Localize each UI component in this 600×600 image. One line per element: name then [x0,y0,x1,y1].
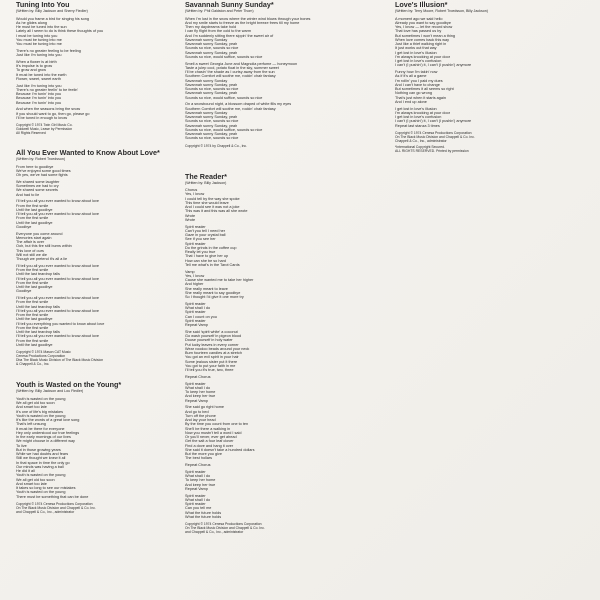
lyric-line: I'll tell you all you ever wanted to know about love [16,199,100,204]
song-title: Tuning Into You [16,0,70,9]
lyric-line: I'll tell you everything you wanted to know about love [16,321,105,326]
song-block [16,148,164,366]
lyric-line: I'll be tuned in enough to know [16,115,68,120]
lyric-line: Savannah sunny Sunday [185,37,228,42]
lyric-line: I'll tell you all you ever wanted to know about love [16,276,100,281]
lyric-line: From the first smile [16,268,49,273]
lyric-line: This love of ours [16,248,44,253]
lyric-line: But the more you give [185,452,222,457]
lyric-line: Oh yes, we've had some fights [16,173,68,178]
lyric-line: Just like I'm tuning into you [16,53,62,58]
lyric-line: I can't (I pushin') it, I can't (I pushin') anymore [395,119,472,124]
lyric-line: What shall I do [185,385,211,390]
lyric-line: We all get old too soon [16,477,55,482]
song-title: The Reader* [185,171,227,181]
copyright-line: On The Black Music Division and Chappell & Co. Inc. [395,134,475,139]
lyric-line: Youth is wasted on the young [16,473,66,478]
lyric-line: Savannah sunny Sunday, yeah [185,82,238,87]
lyric-line: Sounds so nice, would suffice, sounds so nice [185,127,263,132]
lyric-line: That's left unsung [16,422,46,427]
lyric-line: Ooh, but this fire still burns within [16,244,72,249]
lyric-line: Spirit reader [185,469,206,474]
lyric-line: Because I'm tunin' into you [16,96,62,101]
lyric-line: A moment ago we said hello [395,16,443,21]
column-1 [16,0,164,590]
lyric-line: And I can't have to change [395,82,440,87]
lyric-line: As he glides along [16,20,48,25]
lyric-line: And I'm suddenly sitting there sippin' the sweet air of [185,33,274,38]
copyright-line: and Chappell & Co., Inc., administrator [185,530,244,535]
lyric-line: This was it and this was all she wrote [185,209,248,214]
lyric-line: He must be tuned into the sun [16,25,67,30]
lyric-line: Goodbye [16,224,32,229]
lyric-line: Spirit reader [185,502,206,507]
lyric-line: There's no greater feeling to be feeling [16,48,81,53]
lyric-line: I get lost in love's confusion [395,115,442,120]
lyric-line: We've enjoyed some good times [16,168,71,173]
lyric-line: We all get old too soon [16,401,55,406]
lyric-line: Youth is wasted on the young [16,490,66,495]
lyric-line: From the first smile [16,280,49,285]
lyric-line: Sounds so nice, sounds so nice [185,136,239,141]
song-title: All You Ever Wanted to Know About Love* [16,148,160,158]
copyright-line: Copyright © 1974 Twin Girl Music Co. [16,123,73,128]
song-block [16,380,164,514]
lyric-line: Douse yourself in holy water [185,338,233,343]
lyric-line: What shall I do [185,497,211,502]
lyric-line: Spirit reader [185,301,206,306]
lyric-line: Until the last teardrop falls [16,272,60,277]
lyric-line: Tell me what's in the Tarot Cards [185,262,240,267]
lyric-line: Savannah sunny Sunday [185,78,228,83]
lyric-line: Wrote [185,213,196,218]
lyric-line: She really meant to leave [185,286,228,291]
copyright-line: Copyright © 1974 Cenesa Productions Corporation [185,522,262,527]
lyric-line: I get lost in love's illusion [395,50,437,55]
lyric-line: Southern Comfort will soothe me, rockin' chair fantasy [185,106,276,111]
lyric-line: And had to lie [16,192,40,197]
copyright-notice [185,144,335,148]
lyric-line: He did it all [16,469,35,474]
lyric-line: I'll tell you all you ever wanted to know about love [16,296,100,301]
lyric-line: I'm rollin' you I paid my dues [395,78,443,83]
lyric-line: As if it's all a game [395,74,427,79]
lyric-line: She'll be there a walking in [185,426,231,431]
copyright-line: Dba The Black Music Division of The Black Music Division [16,358,104,363]
lyric-line: Funny how I'm takin' now [395,70,438,75]
lyric-line: Already you want to say goodbye [395,20,451,25]
lyric-line: Until the last goodbye [16,207,53,212]
lyric-line: Find a dove and hang it over [185,443,234,448]
lyric-line: When love comes back this way [395,37,450,42]
copyright-line: Copyright © 1974 Cenesa Productions Corporation [16,501,93,506]
copyright-line: ALL RIGHTS RESERVED. Printed by permission [395,149,469,154]
lyric-line: To keep her home [185,478,216,483]
lyric-line: She really meant to say goodbye [185,290,241,295]
lyric-line: If you should want to go, then go, please go [16,111,90,116]
lyric-line: There's no greater feelin' to be feelin' [16,87,79,92]
lyric-line: But sometimes it all seems so right [395,87,454,92]
lyric-line: Cause she wanted me to take her higher [185,278,254,283]
lyric-line: I'll tell you all you ever wanted to know about love [16,308,100,313]
lyric-line: Sometimes we had to cry [16,184,59,189]
lyric-line: On a snowbound night, a blossom draped of white fills my eyes [185,102,292,107]
copyright-notice [16,123,164,135]
lyric-line: Yes, I know — let the record show [395,25,453,30]
lyric-line: When I'm lost in the snow where the winter wind blows through your bones [185,16,311,21]
lyric-line: Hey only understood our true feelings [16,430,80,435]
lyric-line: What shall I do [185,306,211,311]
lyric-line: So I thought I'd give it one more try [185,295,244,300]
song-writer-credit: (Written by: Billy Jackson and Lou Fiedler) [16,389,84,394]
lyric-line: How can she be so hard [185,258,226,263]
lyric-line: Until the last teardrop falls [16,330,60,335]
lyric-line: And when the seasons bring the snow [16,107,81,112]
lyric-line: Flower, sweet, sweet earth [16,76,61,81]
lyric-line: I'll tell you all you ever wanted to know about love [16,212,100,217]
lyric-line: Burn fourteen candles at a stretch [185,351,242,356]
lyric-line: To grow and grow [16,68,46,73]
lyric-line: Just like a thief walking right in [395,42,447,47]
copyright-line: Chappell & Co., Inc., administrator [395,138,447,143]
lyric-line: Savannah sunny Sunday [185,110,228,115]
lyric-line: Taste a julep cool, potato float in the sky, summer sweet [185,65,279,70]
song-writer-credit: (Written by: Billy Jackson and Sherry Fiedler) [16,9,88,13]
copyright-notice [185,522,335,534]
lyric-line: Smell a sweet Georgia June and Magnolia perfume — honeymoon [185,61,298,66]
lyric-line: Repeat last stanza 3 times [395,123,440,128]
lyric-line: There must be something that can be done [16,494,89,499]
lyric-line: That's just when it starts again [395,95,446,100]
copyright-line: Copyright © 1974 Cenesa Productions Corporation [395,130,472,135]
lyric-line: And I could see it was not a joke [185,205,240,210]
copyright-notice [16,350,164,366]
song-writer-credit: (Written by: Billy Jackson) [185,180,227,185]
lyric-line: Spirit reader [185,224,206,229]
column-3 [395,0,545,590]
song-block [395,0,545,153]
lyric-line: What shall I do [185,474,211,479]
lyric-line: Savannah sunny Sunday, yeah [185,123,238,128]
lyric-line: Savannah sunny Sunday, yeah [185,115,238,120]
lyric-line: And smart too late [16,405,47,410]
lyric-line: Goodbye [16,289,32,294]
lyric-line: Spirit reader [185,241,206,246]
lyric-line: It's like the words of a great love song [16,418,80,423]
lyric-line: From the first smile [16,338,49,343]
lyric-line: This time she would leave [185,200,229,205]
lyric-line: You got an evil spirit in your hair [185,355,239,360]
copyright-line: On The Black Music Division and Chappell & Co. Inc. [185,526,265,531]
lyric-line: Lately all I seem to do is think these thoughts of you [16,29,104,34]
lyric-line: Until the last goodbye [16,220,53,225]
lyric-line: What the future holds [185,514,222,519]
lyric-line: Go wash yourself in pigeon blood [185,334,242,339]
copyright-line: Goldwell Music, Lease by Permission [16,127,73,132]
song-writer-credit: (Written by: Phil Galdston and Peter Thom) [185,9,254,13]
lyric-line: Will not still we die [16,252,48,257]
lyric-line: I'm always knocking at your door [395,54,450,59]
lyric-line: I'm always knocking at your door [395,110,450,115]
song-block [16,0,164,135]
lyric-line: Until the last goodbye [16,285,53,290]
lyric-line: It's impulse is to grow [16,64,53,69]
lyric-line: I'll tell you it's true, two, three [185,368,234,373]
lyric-line: We might choose in a different way [16,439,75,444]
lyric-line: Chorus [185,188,198,193]
lyric-line: Turn off the phone [185,413,216,418]
lyric-line: Sounds so nice, would suffice, sounds so nice [185,54,263,59]
lyric-line: From the first smile [16,325,49,330]
lyric-line: That I have to give her up [185,254,229,259]
lyric-line: I'll tell you all you ever wanted to know about love [16,263,100,268]
lyric-line: Can't you tell I need her [185,228,225,233]
lyric-line: Would you frame a bird for singing his song [16,16,89,21]
lyric-line: The affair is over [16,240,45,245]
lyric-line: While we had doubts and fears [16,452,69,457]
song-title: Love's Illusion* [395,0,448,9]
lyric-line: Yes, I know [185,273,205,278]
lyric-line: Though we pretend it's all a lie [16,257,68,262]
lyric-line: Put lucky leaves in every corner [185,342,239,347]
lyric-line: You must be tuning into me [16,42,62,47]
lyric-line: Sounds so nice, sounds so nice [185,46,239,51]
lyric-line: You must be tuning into me [16,37,62,42]
lyric-line: From here to goodbye [16,164,54,169]
copyright-line: and Chappell & Co., Inc., administrator [16,509,75,514]
lyric-line: Sounds so nice, sounds so nice [185,87,239,92]
lyric-line: Southern Comfort will soothe me, rockin' chair fantasy [185,74,276,79]
copyright-line: On The Black Music Division and Chappell & Co. Inc. [16,505,96,510]
lyric-line: And I end up alone [395,99,427,104]
lyric-line: And higher [185,282,204,287]
lyric-line: And lay your head [185,418,216,423]
lyric-line: Until the last teardrop falls [16,304,60,309]
lyric-line: Yes, I know [185,192,205,197]
lyric-line: Now you mustn't tell a word I said [185,430,242,435]
lyric-line: She said go right home [185,405,225,410]
copyright-line: Copyright © 1974 Mason CAT Music [16,350,71,355]
lyric-line: Can you tell me [185,506,212,511]
lyric-line: Some jealous sister put it there [185,359,238,364]
lyric-line: Repeat Vamp [185,486,208,491]
lyric-line: Nothing can go wrong [395,91,432,96]
lyric-line: Savannah sunny Sunday, yeah [185,42,238,47]
lyric-line: Then my daydreams take hold [185,25,237,30]
copyright-line: Cenesa Productions Corporation [16,354,66,359]
lyric-line: The best hollars [185,456,213,461]
lyric-line: Savannah sunny Sunday, yeah [185,50,238,55]
lyric-line: Youth is wasted on the young [16,396,66,401]
copyright-line: *International Copyright Secured. [395,145,445,150]
lyric-line: I'll tell you all you ever wanted to know about love [16,334,100,339]
lyric-line: Or you'll never, ever get ahead [185,435,237,440]
lyric-line: And smart too late [16,481,47,486]
copyright-line: Copyright © 1974 by Chappell & Co., Inc. [185,143,248,148]
lyric-line: From the first smile [16,203,49,208]
lyric-line: Get the salt a four leaf clover [185,439,234,444]
lyric-line: Repeat Vamp [185,323,208,328]
lyric-line: Gaze in your crystal ball [185,233,226,238]
lyric-line: And go to bed [185,409,209,414]
lyric-line: Really let you true [185,250,216,255]
lyric-line: We shared some laughter [16,179,60,184]
lyric-line: From the first smile [16,300,49,305]
lyric-line: And keep her true [185,482,216,487]
lyric-line: Until the last goodbye [16,342,53,347]
lyric-line: By the time you count from one to ten [185,422,249,427]
song-block [185,172,335,535]
song-writer-credit: (Written by: Robert Troedsson) [16,157,66,162]
lyric-line: Savannah sunny Sunday, yeah [185,91,238,96]
lyric-line: From the first smile [16,216,49,221]
lyric-line: She said it doesn't take a hundred dollars [185,447,255,452]
lyric-line: When a flower is at birth [16,59,57,64]
lyric-line: What the future holds [185,510,222,515]
lyric-line: I could tell by the way she spoke [185,196,240,201]
lyric-line: Just like I'm tuning into you [16,83,62,88]
lyric-line: I can fly flight from the cold to the warm [185,29,252,34]
lyric-line: Sounds so nice, sounds so nice [185,119,239,124]
copyright-notice [16,502,164,514]
lyric-line: Spirit reader [185,310,206,315]
column-2 [185,0,335,590]
lyric-line: Spirit reader [185,493,206,498]
lyric-line: That love has passed us by [395,29,442,34]
lyric-line: I get lost in love's confusion [395,59,442,64]
lyric-line: And my smile starts to freeze as the bright breeze frees till my home [185,20,300,25]
lyric-line: Because I'm tunin' into you [16,92,62,97]
lyric-line: From the first smile [16,313,49,318]
lyric-line: Spirit reader [185,318,206,323]
song-title: Savannah Sunny Sunday* [185,0,274,9]
lyric-line: It just works out that way [395,46,437,51]
copyright-line: & Chappell & Co., Inc. [16,362,50,367]
lyric-line: Still we thought we knew it all [16,456,66,461]
song-title: Youth is Wasted on the Young* [16,380,122,390]
lyric-line: Wear voodoo beads around your neck [185,346,250,351]
lyric-line: In that space in time the only go [16,460,70,465]
lyric-line: Wrote [185,217,196,222]
lyric-line: Can I count on you [185,314,217,319]
lyric-line: Repeat Chorus [185,374,211,379]
lyric-line: Until the last goodbye [16,317,53,322]
lyric-line: Memories start again [16,235,52,240]
lyric-line: It must be there for everyone [16,426,65,431]
lyric-line: But sometimes I won't mean a thing [395,33,456,38]
lyric-line: She said 'spirit white' a coconut [185,329,238,334]
lyric-line: Youth is wasted on the young [16,413,66,418]
lyric-line: To live [16,443,27,448]
lyric-line: I must be tuning into you [16,33,58,38]
lyric-line: Savannah sunny Sunday, yeah [185,132,238,137]
song-writer-credit: (Written by: Terry Moore, Robert Troedsson, Billy Jackson) [395,9,488,13]
lyric-line: Repeat Chorus [185,463,211,468]
lyric-line: To keep her home [185,390,216,395]
copyright-line: All Rights Reserved [16,131,46,136]
lyric-line: It takes so long to see our mistakes [16,486,76,491]
lyric-line: Sounds so nice, would suffice, sounds so nice [185,95,263,100]
lyric-line: Repeat Vamp [185,398,208,403]
song-block [185,0,335,148]
lyric-line: I'll be chasin' the shade as I curtsy away from the sun [185,70,275,75]
lyric-line: You got to put your faith in me [185,363,236,368]
lyric-line: But in those growing years [16,447,61,452]
lyric-line: I can't (I pushin') it, I can't (I pushin') anymore [395,63,472,68]
lyric-line: Spirit reader [185,381,206,386]
lyric-line: Vamp [185,269,195,274]
lyric-line: See if you see her [185,237,216,242]
lyric-line: It must be tuned into the earth [16,72,67,77]
lyric-line: Because I'm tunin' into you [16,100,62,105]
lyric-line: It's one of life's big mistakes [16,409,64,414]
lyric-line: In the early mornings of our lives [16,435,71,440]
copyright-notice [395,131,545,154]
lyric-line: I get lost in love's illusion [395,106,437,111]
lyric-line: Everyone you come around [16,231,63,236]
lyric-line: And keep her true [185,394,216,399]
lyric-line: Do the grinds in the coffee cup [185,245,237,250]
lyric-line: Our minds was having a ball [16,464,64,469]
lyric-line: We shared some secrets [16,188,58,193]
